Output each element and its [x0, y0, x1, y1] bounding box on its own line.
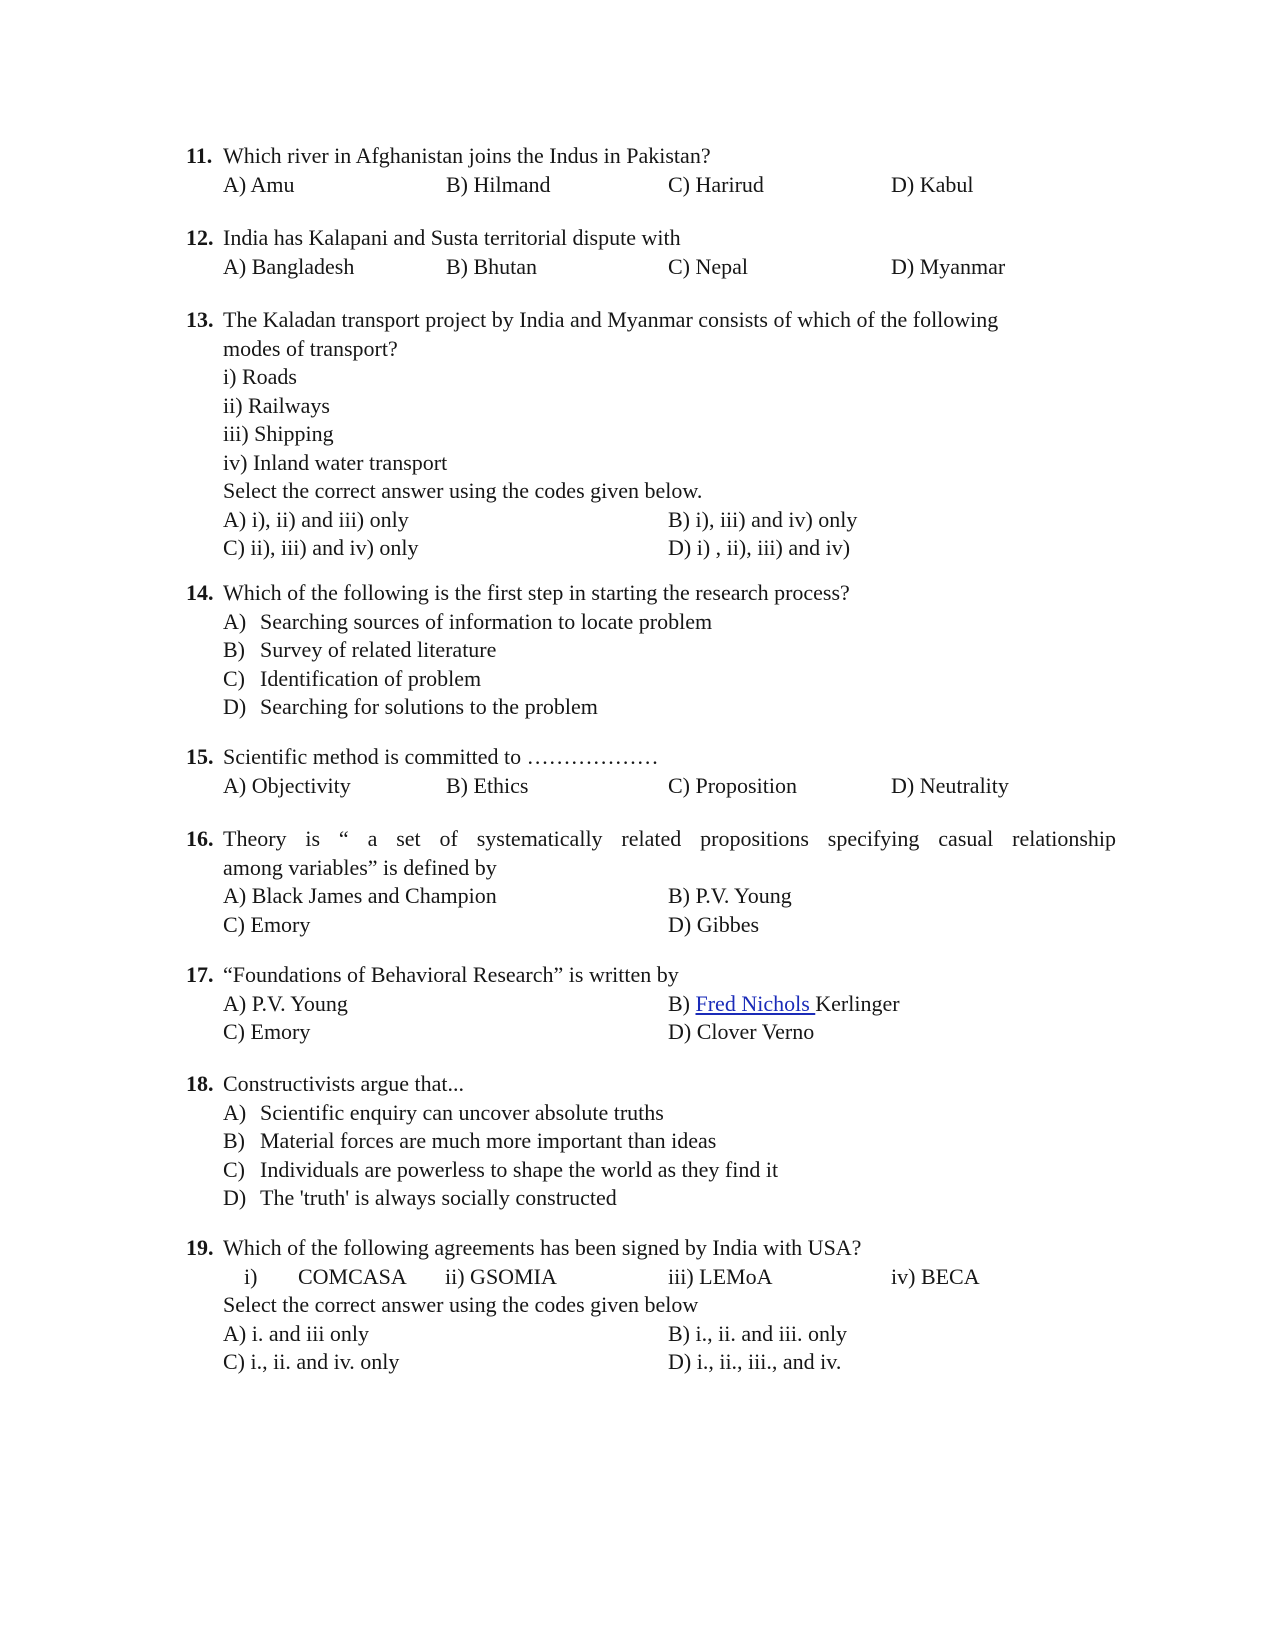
instruction: Select the correct answer using the codes given below.	[223, 478, 703, 503]
question-number: 14.	[186, 580, 214, 605]
option-label: C)	[223, 665, 245, 691]
option-b	[668, 990, 900, 1019]
option-c	[186, 665, 1116, 694]
option-a	[186, 608, 1116, 637]
option-text: The 'truth' is always socially constructed	[260, 1185, 617, 1210]
option-b: B) P.V. Young	[668, 883, 792, 908]
question-number: 19.	[186, 1235, 214, 1260]
options-row	[186, 1018, 1116, 1047]
question-number: 17.	[186, 962, 214, 987]
option-a	[186, 1099, 1116, 1128]
option-d: D) i., ii., iii., and iv.	[668, 1349, 842, 1374]
option-c: C) Emory	[223, 1019, 311, 1044]
question-stem: Which of the following agreements has been signed by India with USA?	[223, 1235, 862, 1260]
question-stem-line-1: The Kaladan transport project by India and Myanmar consists of which of the following	[223, 307, 999, 332]
option-a: A) Amu	[223, 171, 295, 197]
question-stem: Which of the following is the first step in starting the research process?	[223, 580, 850, 605]
list-item: ii) Railways	[223, 392, 330, 418]
options-row	[186, 772, 1116, 801]
option-d	[186, 693, 1116, 722]
option-label: D)	[223, 1185, 247, 1210]
question-stem: “Foundations of Behavioral Research” is written by	[223, 962, 679, 987]
option-c: C) Harirud	[668, 171, 764, 197]
option-c: C) i., ii. and iv. only	[223, 1349, 400, 1374]
question-number: 16.	[186, 826, 214, 851]
option-c: C) ii), iii) and iv) only	[223, 535, 419, 560]
option-c: C) Proposition	[668, 772, 797, 798]
option-text: Searching for solutions to the problem	[260, 694, 598, 719]
question-16	[186, 825, 1116, 939]
question-12	[186, 224, 1116, 281]
option-b-suffix: Kerlinger	[815, 990, 900, 1016]
question-11	[186, 142, 1116, 199]
options-row	[186, 1320, 1116, 1349]
question-number: 12.	[186, 225, 214, 250]
option-b	[186, 1127, 1116, 1156]
option-label: B)	[223, 637, 245, 662]
option-b: B) i), iii) and iv) only	[668, 506, 858, 532]
option-d: D) Clover Verno	[668, 1019, 815, 1044]
options-row	[186, 534, 1116, 563]
list-item: iii) Shipping	[223, 421, 334, 446]
options-row	[186, 882, 1116, 911]
option-b: B) i., ii. and iii. only	[668, 1320, 848, 1346]
option-d: D) Neutrality	[891, 772, 1009, 798]
question-stem-line-2: modes of transport?	[223, 335, 398, 361]
option-text: Scientific enquiry can uncover absolute truths	[260, 1099, 664, 1125]
option-a: A) Bangladesh	[223, 253, 355, 279]
option-a: A) P.V. Young	[223, 990, 348, 1016]
question-number: 11.	[186, 143, 213, 168]
option-text: Individuals are powerless to shape the world as they find it	[260, 1156, 779, 1182]
option-label: D)	[223, 694, 247, 719]
question-stem: Constructivists argue that...	[223, 1071, 464, 1096]
question-number: 13.	[186, 307, 214, 332]
options-row	[186, 253, 1116, 282]
question-13	[186, 306, 1116, 563]
list-item: iv) BECA	[891, 1263, 980, 1289]
instruction: Select the correct answer using the codes given below	[223, 1292, 699, 1317]
option-b	[186, 636, 1116, 665]
question-stem: India has Kalapani and Susta territorial dispute with	[223, 225, 681, 250]
option-label: A)	[223, 1099, 247, 1125]
options-row	[186, 506, 1116, 535]
question-15	[186, 743, 1116, 800]
list-item-marker: i)	[244, 1263, 258, 1289]
question-number: 18.	[186, 1071, 214, 1096]
option-a: A) Objectivity	[223, 772, 351, 798]
options-row	[186, 911, 1116, 940]
list-item: iv) Inland water transport	[223, 449, 448, 475]
option-d: D) Gibbes	[668, 911, 760, 937]
question-stem: Which river in Afghanistan joins the Indus in Pakistan?	[223, 143, 711, 168]
list-item: iii) LEMoA	[668, 1263, 773, 1289]
options-row	[186, 1348, 1116, 1377]
option-d: D) i) , ii), iii) and iv)	[668, 535, 851, 560]
options-row	[186, 990, 1116, 1019]
items-row	[186, 1263, 1116, 1292]
option-b-prefix: B)	[668, 990, 696, 1016]
question-stem-line-2: among variables” is defined by	[223, 854, 497, 880]
question-stem: Scientific method is committed to ………………	[223, 744, 659, 769]
list-item: ii) GSOMIA	[445, 1263, 557, 1289]
option-c: C) Nepal	[668, 253, 749, 279]
option-c: C) Emory	[223, 911, 311, 937]
option-text: Identification of problem	[260, 665, 482, 691]
option-b: B) Hilmand	[446, 171, 551, 197]
option-a: A) Black James and Champion	[223, 883, 497, 908]
option-label: B)	[223, 1128, 245, 1153]
question-18	[186, 1070, 1116, 1213]
option-b: B) Bhutan	[446, 253, 538, 279]
question-14	[186, 579, 1116, 722]
option-text: Material forces are much more important than ideas	[260, 1128, 717, 1153]
option-text: Survey of related literature	[260, 637, 497, 662]
question-stem-line-1: Theory is “ a set of systematically related propositions specifying casual relationship	[223, 826, 1116, 851]
option-text: Searching sources of information to locate problem	[260, 608, 713, 634]
option-label: A)	[223, 608, 247, 634]
author-link[interactable]: Fred Nichols	[695, 990, 816, 1016]
question-19	[186, 1234, 1116, 1377]
list-item: i) Roads	[223, 364, 297, 389]
list-item: COMCASA	[298, 1263, 407, 1289]
option-d	[186, 1184, 1116, 1213]
option-a: A) i. and iii only	[223, 1320, 370, 1346]
option-d: D) Myanmar	[891, 253, 1006, 279]
question-17	[186, 961, 1116, 1047]
option-label: C)	[223, 1156, 245, 1182]
options-row	[186, 171, 1116, 200]
option-c	[186, 1156, 1116, 1185]
option-b: B) Ethics	[446, 772, 529, 798]
option-d: D) Kabul	[891, 171, 974, 197]
option-a: A) i), ii) and iii) only	[223, 506, 409, 532]
question-number: 15.	[186, 744, 214, 769]
